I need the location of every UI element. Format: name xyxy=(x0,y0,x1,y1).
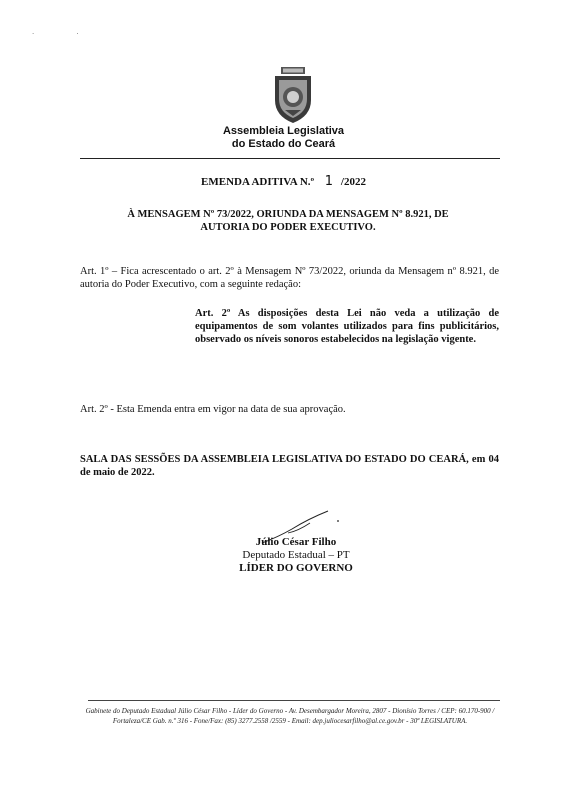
session-statement: SALA DAS SESSÕES DA ASSEMBLEIA LEGISLATIVA DO ESTADO DO CEARÁ, em 04 de maio de 2022. xyxy=(80,454,499,478)
signatory-role: Deputado Estadual – PT xyxy=(242,549,350,561)
header-divider xyxy=(80,158,500,159)
signatory-name: Júlio César Filho xyxy=(255,536,337,548)
article-2: Art. 2º - Esta Emenda entra em vigor na data de sua aprovação. xyxy=(80,404,346,415)
article-1: Art. 1º – Fica acrescentado o art. 2º à Mensagem Nº 73/2022, oriunda da Mensagem nº 8.921, de autoria do Poder Executivo, com a seguinte redação: xyxy=(80,266,499,290)
title-number: 1 xyxy=(324,174,334,189)
title-suffix: /2022 xyxy=(340,176,366,188)
quoted-article: Art. 2º As disposições desta Lei não veda a utilização de equipamentos de som volantes utilizados para fins publicitários, observado os níveis sonoros estabelecidos na legislação vigente. xyxy=(195,308,499,345)
footer-line1: Gabinete do Deputado Estadual Júlio César Filho - Líder do Governo - Av. Desembargador Moreira, 2807 - Dionísio Torres / CEP: 60.170-900 / xyxy=(85,707,495,715)
title-prefix: EMENDA ADITIVA N.º xyxy=(201,176,315,188)
scan-specks: · · xyxy=(32,30,99,38)
org-name-line2: do Estado do Ceará xyxy=(231,138,336,150)
signatory-title: LÍDER DO GOVERNO xyxy=(239,562,353,574)
org-name-line1: Assembleia Legislativa xyxy=(222,125,345,137)
state-coat-of-arms-icon xyxy=(271,66,315,124)
footer-line2: Fortaleza/CE Gab. n.º 316 - Fone/Fax: (85) 3277.2558 /2559 - Email: dep.juliocesarfilho@al.ce.gov.br - 30ª LEGISLATURA. xyxy=(112,717,468,725)
footer-divider xyxy=(88,700,500,701)
document-heading: À MENSAGEM Nº 73/2022, ORIUNDA DA MENSAGEM Nº 8.921, DE AUTORIA DO PODER EXECUTIVO. xyxy=(127,209,449,233)
document-title xyxy=(0,174,567,189)
